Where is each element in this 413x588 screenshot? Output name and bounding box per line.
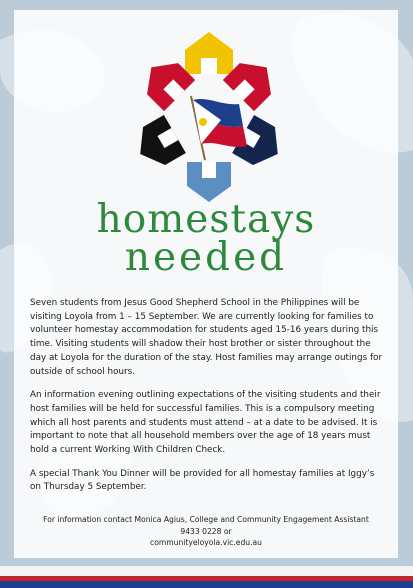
contact-block <box>14 514 398 549</box>
paragraph-thank-you-dinner: A special Thank You Dinner will be provided for all homestay families at Iggy’s on Thursday 5 September. <box>30 468 375 493</box>
paragraph-information-evening: An information evening outlining expectations of the visiting students and their host families will be held for successful families. This is a compulsory meeting which all host parents and students must attend – at a date to be advised. It is important to note that all household members over the age of 18 years must hold a current Working With Children Check. <box>30 390 381 456</box>
contact-email: communityeloyola.vic.edu.au <box>150 538 262 547</box>
page-title-needed: needed <box>124 235 288 280</box>
page-title-homestays: homestays <box>96 197 316 242</box>
blue-house-icon <box>187 162 231 202</box>
homestay-houses-logo <box>129 30 289 205</box>
contact-phone: 9433 0228 or <box>180 526 232 536</box>
paragraph-intro: Seven students from Jesus Good Shepherd School in the Philippines will be visiting Loyola from 1 – 15 September. We are currently looking for families to volunteer homestay accommodation for students aged 15-16 years during this time. Visiting students will shadow their host brother or sister throughout the day at Loyola for the duration of the stay. Host families may arrange outings for outside of school hours. <box>30 298 383 377</box>
contact-line: For information contact Monica Agius, College and Community Engagement Assistant <box>43 515 369 524</box>
flyer-card <box>14 10 398 558</box>
black-house-icon <box>129 115 186 173</box>
yellow-house-icon <box>185 32 233 74</box>
bottom-blue-stripe <box>0 581 413 588</box>
body-text <box>30 297 388 505</box>
